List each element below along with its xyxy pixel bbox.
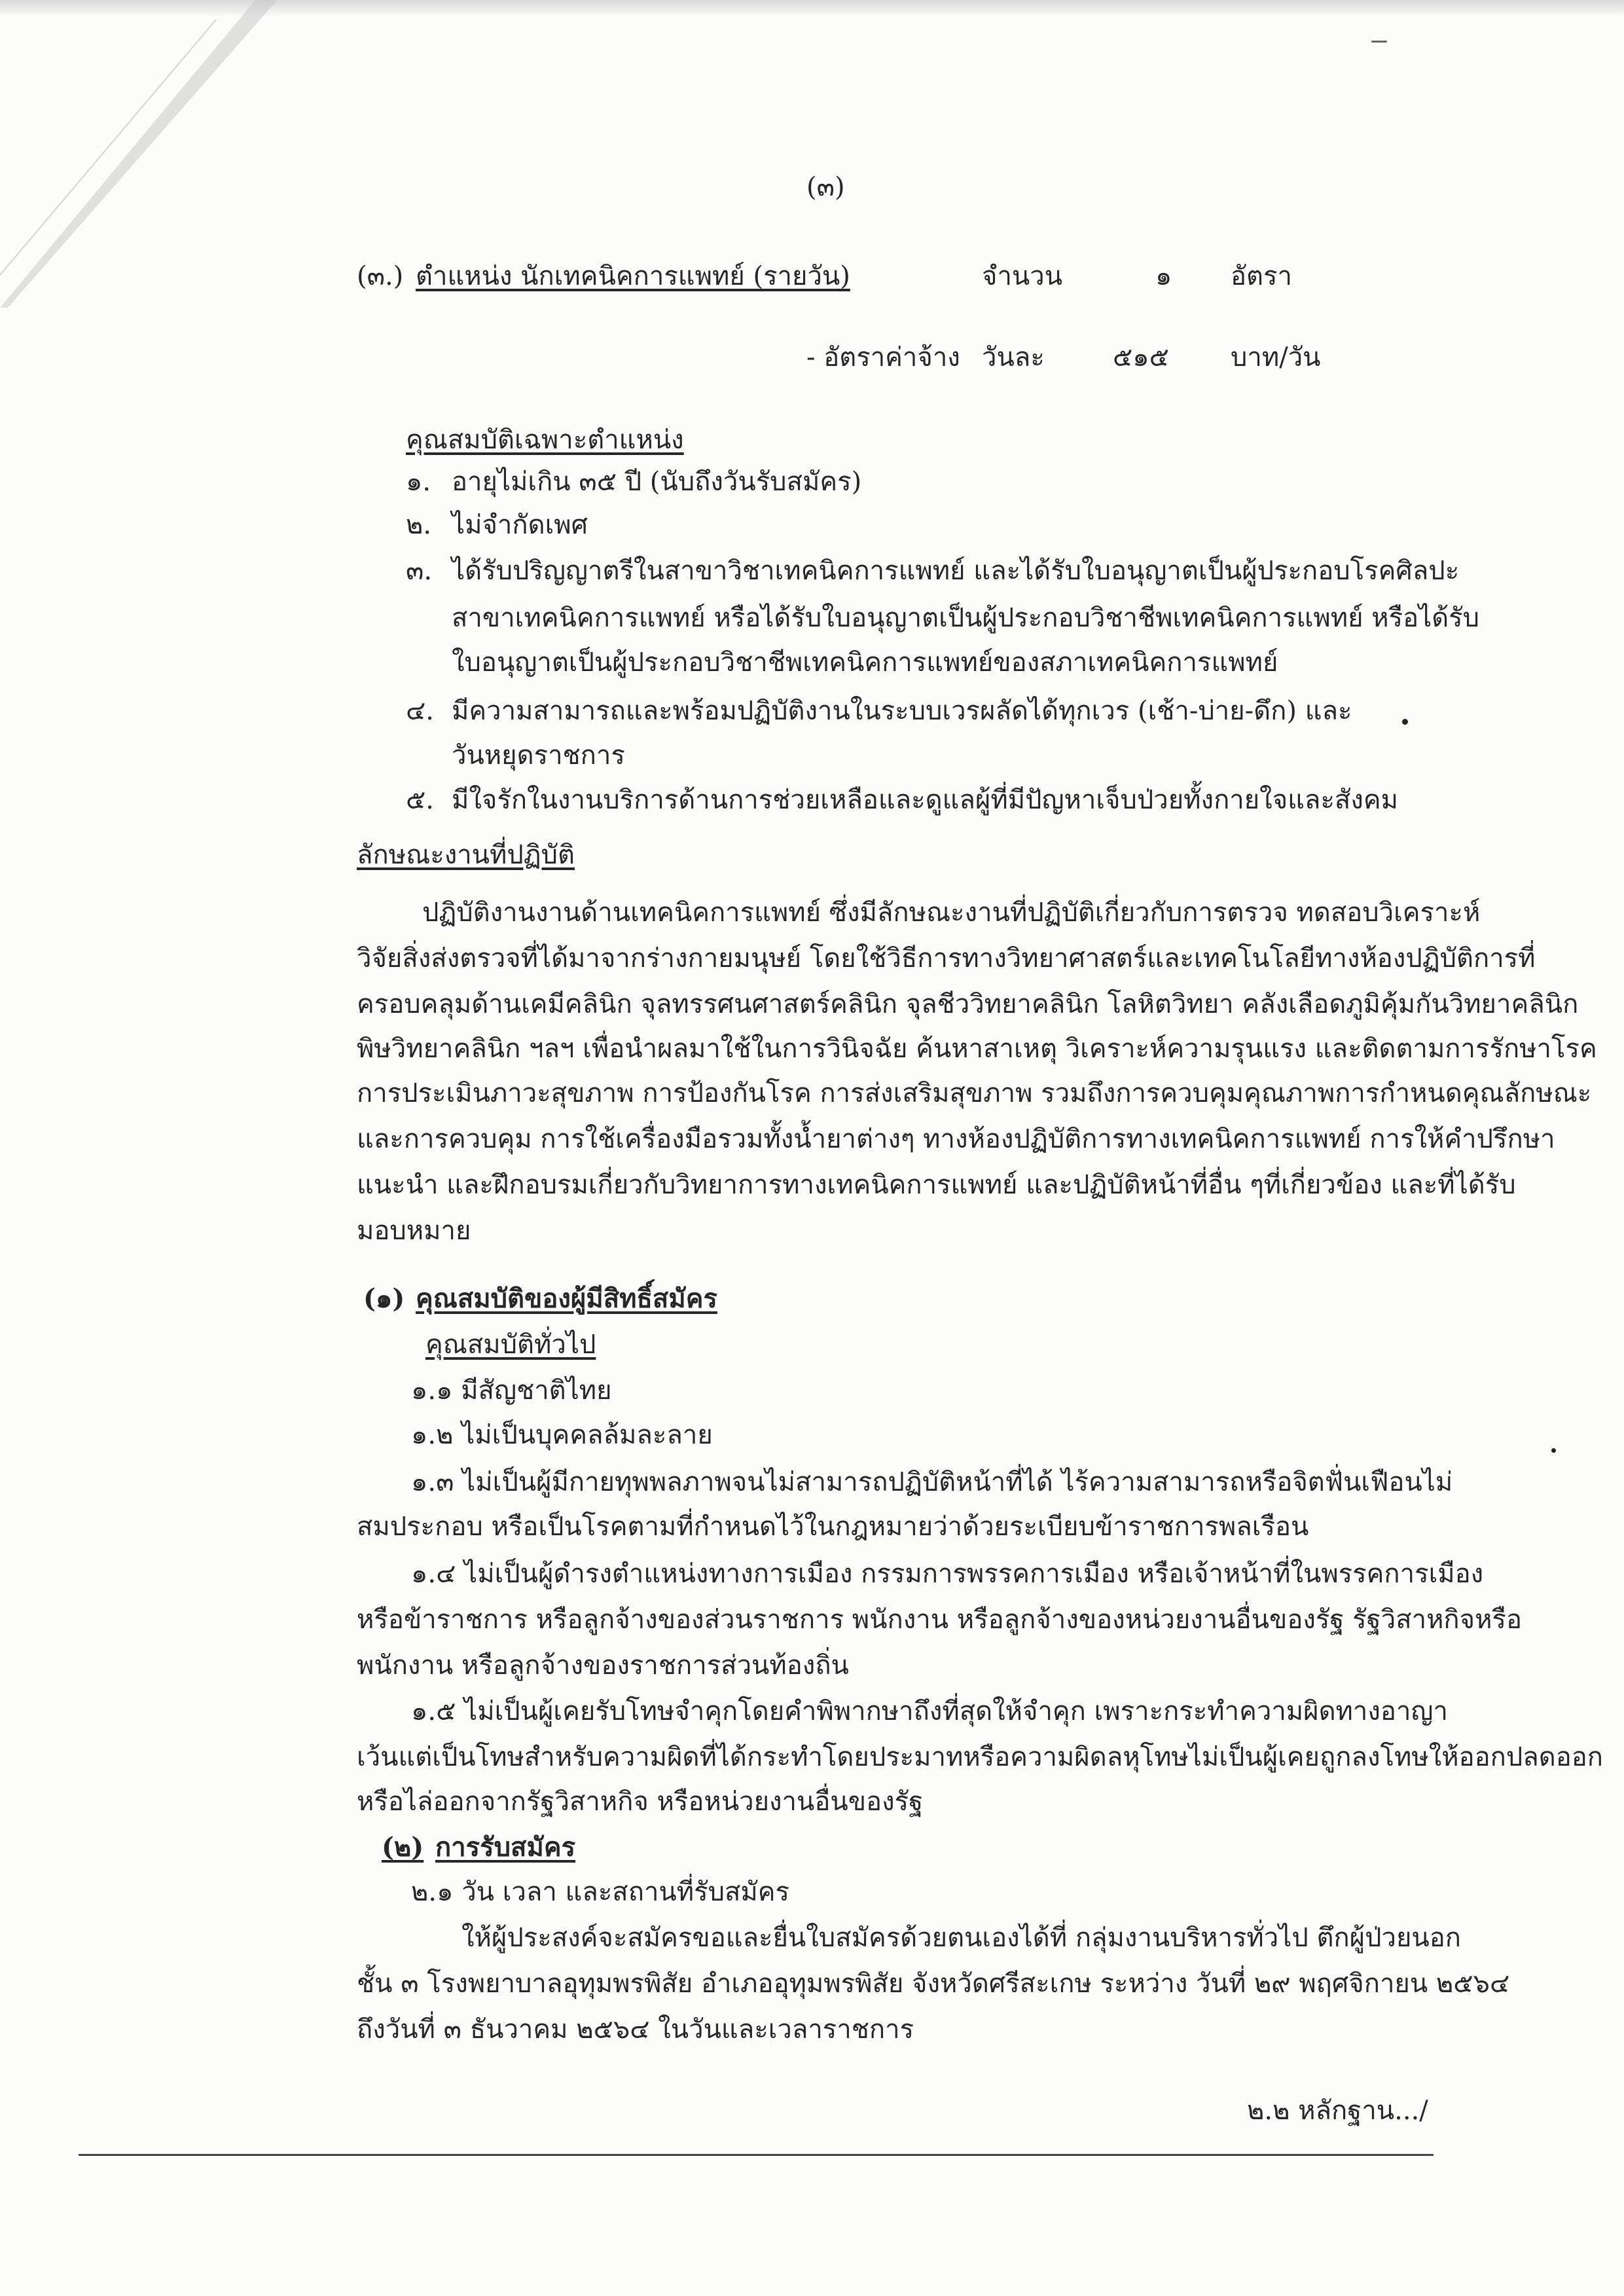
general-qualification: หรือข้าราชการ หรือลูกจ้างของส่วนราชการ พนักงาน หรือลูกจ้างของหน่วยงานอื่นของรัฐ รัฐวิสาหกิจหรือ: [357, 1605, 1522, 1635]
general-qualification: หรือไล่ออกจากรัฐวิสาหกิจ หรือหน่วยงานอื่นของรัฐ: [357, 1787, 924, 1817]
continuation-note: ๒.๒ หลักฐาน.../: [1247, 2096, 1428, 2126]
job-line: พิษวิทยาคลินิก ฯลฯ เพื่อนำผลมาใช้ในการวินิจฉัย ค้นหาสาเหตุ วิเคราะห์ความรุนแรง และติดตามการรักษาโรค: [357, 1034, 1597, 1064]
job-line: แนะนำ และฝึกอบรมเกี่ยวกับวิทยาการทางเทคนิคการแพทย์ และปฏิบัติหน้าที่อื่น ๆที่เกี่ยวข้อง และที่ได้รับ: [357, 1170, 1516, 1200]
general-qualification: ๑.๑ มีสัญชาติไทย: [411, 1376, 612, 1406]
general-qualification: ๑.๕ ไม่เป็นผู้เคยรับโทษจำคุกโดยคำพิพากษาถึงที่สุดให้จำคุก เพราะกระทำความผิดทางอาญา: [411, 1696, 1448, 1726]
qualification-line: อายุไม่เกิน ๓๕ ปี (นับถึงวันรับสมัคร): [452, 467, 862, 497]
job-line: วิจัยสิ่งส่งตรวจที่ได้มาจากร่างกายมนุษย์ โดยใช้วิธีการทางวิทยาศาสตร์และเทคโนโลยีทางห้องปฏิบัติการที่: [357, 943, 1536, 974]
qualification-number: ๕.: [406, 785, 434, 815]
folded-corner-mark: [0, 0, 275, 308]
general-qualification: เว้นแต่เป็นโทษสำหรับความผิดที่ได้กระทำโดยประมาทหรือความผิดลหุโทษไม่เป็นผู้เคยถูกลงโทษให้ออกปลดออก: [357, 1742, 1604, 1772]
general-qualification: ๑.๒ ไม่เป็นบุคคลล้มละลาย: [411, 1420, 713, 1450]
job-line: มอบหมาย: [357, 1216, 471, 1246]
wage-per: วันละ: [982, 342, 1045, 373]
qualification-number: ๓.: [406, 556, 433, 586]
application-line: ชั้น ๓ โรงพยาบาลอุทุมพรพิสัย อำเภออุทุมพรพิสัย จังหวัดศรีสะเกษ ระหว่าง วันที่ ๒๙ พฤศจิกายน ๒๕๖๔: [357, 1969, 1510, 1999]
bottom-rule: [79, 2154, 1434, 2156]
section1-number: (๑): [363, 1283, 405, 1314]
scan-speck: [1402, 719, 1408, 725]
position-title: ตำแหน่ง นักเทคนิคการแพทย์ (รายวัน): [416, 261, 850, 291]
wage-unit: บาท/วัน: [1231, 342, 1321, 373]
qualification-line: มีความสามารถและพร้อมปฏิบัติงานในระบบเวรผลัดได้ทุกเวร (เช้า-บ่าย-ดึก) และ: [452, 696, 1352, 726]
application-line: ถึงวันที่ ๓ ธันวาคม ๒๕๖๔ ในวันและเวลาราชการ: [357, 2014, 914, 2045]
general-qualification: ๑.๓ ไม่เป็นผู้มีกายทุพพลภาพจนไม่สามารถปฏิบัติหน้าที่ได้ ไร้ความสามารถหรือจิตฟั่นเฟือนไม่: [411, 1467, 1453, 1497]
section2-number: (๒): [382, 1832, 424, 1863]
count-value: ๑: [1155, 261, 1172, 291]
section1-subheading: คุณสมบัติทั่วไป: [425, 1330, 596, 1360]
general-qualification: ๑.๔ ไม่เป็นผู้ดำรงตำแหน่งทางการเมือง กรรมการพรรคการเมือง หรือเจ้าหน้าที่ในพรรคการเมือง: [411, 1559, 1484, 1589]
qualifications-heading: คุณสมบัติเฉพาะตำแหน่ง: [406, 425, 684, 455]
job-heading: ลักษณะงานที่ปฏิบัติ: [357, 840, 575, 870]
wage-value: ๕๑๕: [1113, 342, 1169, 373]
section2-heading: การรับสมัคร: [435, 1832, 576, 1863]
general-qualification: สมประกอบ หรือเป็นโรคตามที่กำหนดไว้ในกฎหมายว่าด้วยระเบียบข้าราชการพลเรือน: [357, 1512, 1309, 1542]
section2-subheading: ๒.๑ วัน เวลา และสถานที่รับสมัคร: [411, 1877, 790, 1907]
job-line: ครอบคลุมด้านเคมีคลินิก จุลทรรศนศาสตร์คลินิก จุลชีววิทยาคลินิก โลหิตวิทยา คลังเลือดภูมิคุ้มกันวิทยาคลินิก: [357, 989, 1579, 1019]
job-line: การประเมินภาวะสุขภาพ การป้องกันโรค การส่งเสริมสุขภาพ รวมถึงการควบคุมคุณภาพการกำหนดคุณลักษณะ: [357, 1078, 1592, 1108]
position-number: (๓.): [357, 261, 404, 291]
job-line: และการควบคุม การใช้เครื่องมือรวมทั้งน้ำยาต่างๆ ทางห้องปฏิบัติการทางเทคนิคการแพทย์ การให้คำปรึกษา: [357, 1124, 1555, 1154]
wage-label: - อัตราค่าจ้าง: [806, 342, 960, 373]
qualification-line: วันหยุดราชการ: [452, 740, 625, 771]
scan-speck: [1551, 1448, 1556, 1453]
qualification-number: ๑.: [406, 467, 431, 497]
job-line: ปฏิบัติงานงานด้านเทคนิคการแพทย์ ซึ่งมีลักษณะงานที่ปฏิบัติเกี่ยวกับการตรวจ ทดสอบวิเคราะห์: [422, 898, 1481, 928]
qualification-line: ใบอนุญาตเป็นผู้ประกอบวิชาชีพเทคนิคการแพทย์ของสภาเทคนิคการแพทย์: [452, 647, 1278, 678]
qualification-number: ๔.: [406, 696, 434, 726]
qualification-line: มีใจรักในงานบริการด้านการช่วยเหลือและดูแลผู้ที่มีปัญหาเจ็บป่วยทั้งกายใจและสังคม: [452, 785, 1398, 815]
page-number: (๓): [806, 172, 845, 202]
qualification-line: สาขาเทคนิคการแพทย์ หรือได้รับใบอนุญาตเป็นผู้ประกอบวิชาชีพเทคนิคการแพทย์ หรือได้รับ: [452, 603, 1480, 633]
application-line: ให้ผู้ประสงค์จะสมัครขอและยื่นใบสมัครด้วยตนเองได้ที่ กลุ่มงานบริหารทั่วไป ตึกผู้ป่วยนอก: [461, 1923, 1461, 1953]
count-unit: อัตรา: [1231, 261, 1292, 291]
qualification-line: ได้รับปริญญาตรีในสาขาวิชาเทคนิคการแพทย์ และได้รับใบอนุญาตเป็นผู้ประกอบโรคศิลปะ: [452, 556, 1460, 586]
qualification-line: ไม่จำกัดเพศ: [452, 510, 588, 540]
section1-heading: คุณสมบัติของผู้มีสิทธิ์สมัคร: [416, 1283, 717, 1314]
scan-speck: [1371, 41, 1387, 43]
count-label: จำนวน: [982, 261, 1063, 291]
qualification-number: ๒.: [406, 510, 432, 540]
general-qualification: พนักงาน หรือลูกจ้างของราชการส่วนท้องถิ่น: [357, 1650, 849, 1681]
